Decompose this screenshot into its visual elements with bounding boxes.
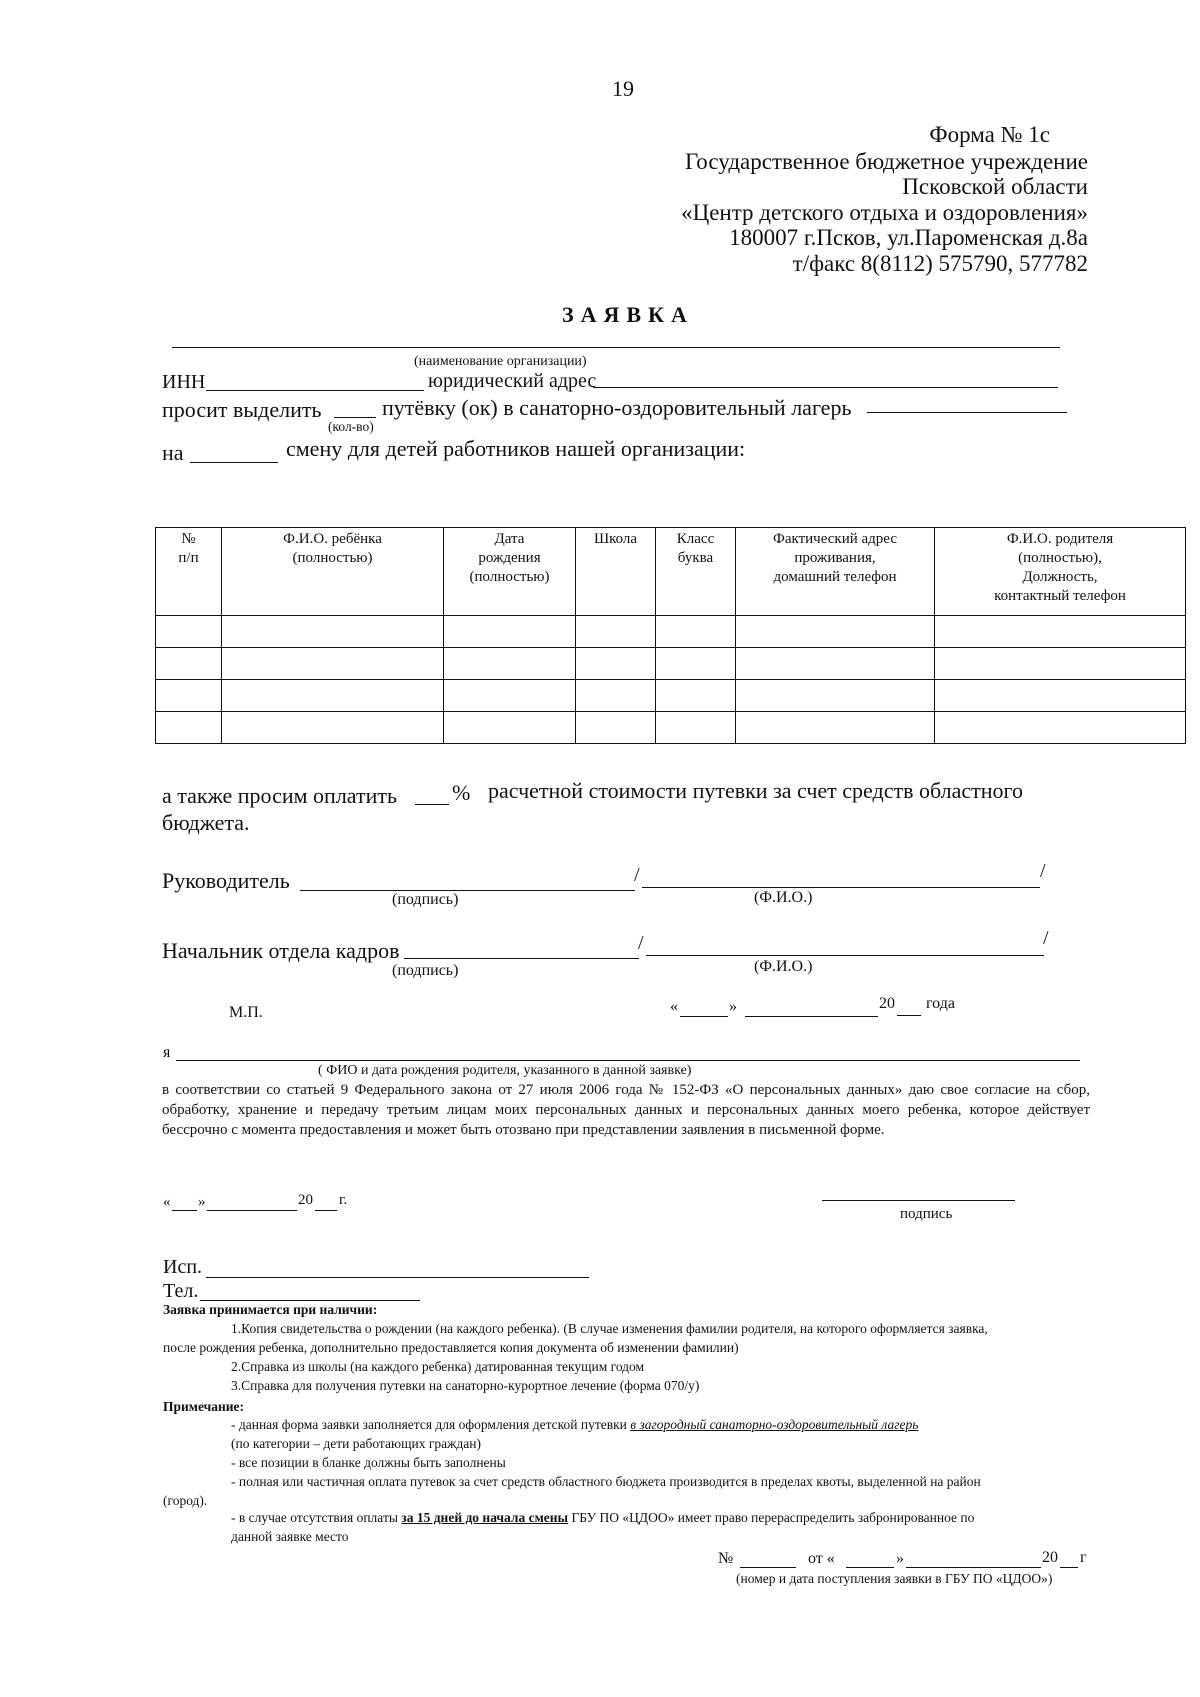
reg-month-field[interactable] xyxy=(906,1567,1041,1568)
table-cell[interactable] xyxy=(222,616,444,648)
note-4-deadline: за 15 дней до начала смены xyxy=(401,1510,569,1525)
page-number: 19 xyxy=(612,76,634,101)
note-3-cont: (город). xyxy=(163,1493,208,1508)
requirements-title: Заявка принимается при наличии: xyxy=(163,1302,378,1317)
percent-field[interactable] xyxy=(415,804,449,805)
fio-caption: (Ф.И.О.) xyxy=(754,958,813,975)
form-number: Форма № 1с xyxy=(929,122,1050,147)
date-day-field[interactable] xyxy=(680,1016,728,1017)
table-cell[interactable] xyxy=(444,616,576,648)
table-cell[interactable] xyxy=(444,712,576,744)
col-header-address: Фактический адрес проживания, домашний телефон xyxy=(736,528,935,616)
note-4 xyxy=(231,1510,974,1526)
table-cell[interactable] xyxy=(656,680,736,712)
isp-field[interactable] xyxy=(206,1277,589,1278)
shift-prefix: на xyxy=(162,440,184,465)
table-cell[interactable] xyxy=(576,680,656,712)
inn-field[interactable] xyxy=(206,390,424,391)
shift-field[interactable] xyxy=(190,462,278,463)
table-cell[interactable] xyxy=(935,680,1186,712)
col-header-number: № п/п xyxy=(156,528,222,616)
note-1-cont: (по категории – дети работающих граждан) xyxy=(231,1436,482,1451)
table-cell[interactable] xyxy=(576,616,656,648)
consent-year-prefix: 20 xyxy=(298,1192,313,1208)
table-cell[interactable] xyxy=(935,648,1186,680)
head-name-field[interactable] xyxy=(642,887,1040,888)
consent-ya: я xyxy=(163,1044,171,1061)
table-cell[interactable] xyxy=(935,616,1186,648)
col-header-class: Класс буква xyxy=(656,528,736,616)
payment-label: а также просим оплатить xyxy=(162,783,398,808)
table-cell[interactable] xyxy=(736,680,935,712)
consent-day-field[interactable] xyxy=(172,1210,197,1211)
note-4-cont: данной заявке место xyxy=(231,1529,349,1544)
qty-caption: (кол-во) xyxy=(328,419,374,434)
consent-month-field[interactable] xyxy=(207,1210,297,1211)
sign-caption: (подпись) xyxy=(392,962,459,979)
table-row xyxy=(156,680,1186,712)
table-cell[interactable] xyxy=(156,680,222,712)
org-line-3: «Центр детского отдыха и оздоровления» xyxy=(681,200,1088,225)
date-month-field[interactable] xyxy=(745,1016,878,1017)
table-cell[interactable] xyxy=(576,648,656,680)
table-cell[interactable] xyxy=(156,616,222,648)
reg-from-label: от « xyxy=(808,1550,835,1567)
slash: / xyxy=(638,932,644,954)
col-header-child-name: Ф.И.О. ребёнка (полностью) xyxy=(222,528,444,616)
children-table xyxy=(155,527,1186,744)
table-row xyxy=(156,648,1186,680)
isp-label: Исп. xyxy=(163,1256,203,1278)
requirement-1-cont: после рождения ребенка, дополнительно предоставляется копия документа об изменении фамилии) xyxy=(163,1340,739,1355)
reg-no-label: № xyxy=(718,1550,734,1567)
date-year-field[interactable] xyxy=(897,1015,921,1016)
consent-text: в соответствии со статьей 9 Федерального закона от 27 июля 2006 года № 152-ФЗ «О персональных данных» даю свое согласие на сбор, обработку, хранение и передачу третьим лицам моих персональных данных и персональных данных моего ребенка, которое действует бессрочно с момента предоставления и может быть отозвано при представлении заявления в письменной форме. xyxy=(162,1082,1090,1138)
table-cell[interactable] xyxy=(222,648,444,680)
note-2: - все позиции в бланке должны быть заполнены xyxy=(231,1455,506,1470)
note-1-text: - данная форма заявки заполняется для оформления детской путевки xyxy=(231,1417,627,1432)
reg-year-prefix: 20 xyxy=(1042,1549,1058,1566)
payment-text: расчетной стоимости путевки за счет средств областного xyxy=(488,778,1024,803)
consent-year-field[interactable] xyxy=(315,1210,337,1211)
hr-name-field[interactable] xyxy=(646,955,1044,956)
reg-day-field[interactable] xyxy=(846,1567,894,1568)
requirement-2: 2.Справка из школы (на каждого ребенка) датированная текущим годом xyxy=(231,1359,645,1374)
legal-address-label: юридический адрес xyxy=(428,370,597,392)
date-open-quote: « xyxy=(670,998,678,1015)
slash: / xyxy=(634,864,640,886)
payment-line-2: бюджета. xyxy=(162,810,250,835)
date-close-quote: » xyxy=(729,998,737,1015)
consent-name-field[interactable] xyxy=(176,1060,1080,1061)
inn-label: ИНН xyxy=(162,371,206,393)
table-row xyxy=(156,712,1186,744)
tel-field[interactable] xyxy=(200,1300,420,1301)
note-1-camp: в загородный санаторно-оздоровительный лагерь xyxy=(630,1417,919,1432)
table-header-row xyxy=(156,528,1186,616)
qty-field[interactable] xyxy=(334,417,376,418)
reg-year-suffix: г xyxy=(1080,1549,1087,1566)
table-cell[interactable] xyxy=(935,712,1186,744)
requirement-3: 3.Справка для получения путевки на санаторно-курортное лечение (форма 070/у) xyxy=(231,1378,700,1393)
shift-text: смену для детей работников нашей организации: xyxy=(286,436,746,461)
table-cell[interactable] xyxy=(156,712,222,744)
table-cell[interactable] xyxy=(656,648,736,680)
org-line-2: Псковской области xyxy=(902,174,1088,199)
consent-sign-caption: подпись xyxy=(900,1206,953,1222)
tel-label: Тел. xyxy=(163,1280,199,1302)
stamp-label: М.П. xyxy=(229,1004,263,1021)
reg-close-quote: » xyxy=(896,1550,904,1567)
percent-sign: % xyxy=(452,780,471,805)
head-label: Руководитель xyxy=(162,868,290,893)
hr-signature-field[interactable] xyxy=(404,958,639,959)
table-cell[interactable] xyxy=(444,648,576,680)
consent-caption: ( ФИО и дата рождения родителя, указанного в данной заявке) xyxy=(318,1063,692,1078)
note-1 xyxy=(231,1417,918,1433)
org-address: 180007 г.Псков, ул.Пароменская д.8а xyxy=(729,225,1088,250)
org-phone: т/факс 8(8112) 575790, 577782 xyxy=(792,251,1088,276)
requirement-1: 1.Копия свидетельства о рождении (на каждого ребенка). (В случае изменения фамилии родителя, на которого оформляется заявка, xyxy=(231,1321,988,1336)
org-name-caption: (наименование организации) xyxy=(414,354,587,369)
head-signature-field[interactable] xyxy=(300,890,635,891)
slash: / xyxy=(1040,860,1046,882)
org-line-1: Государственное бюджетное учреждение xyxy=(685,149,1088,174)
consent-signature-field[interactable] xyxy=(822,1200,1015,1201)
consent-date-close: » xyxy=(198,1194,206,1210)
table-cell[interactable] xyxy=(156,648,222,680)
col-header-birth-date: Дата рождения (полностью) xyxy=(444,528,576,616)
notes-title: Примечание: xyxy=(163,1399,245,1414)
note-3: - полная или частичная оплата путевок за счет средств областного бюджета производится в пределах квоты, выделенной на район xyxy=(231,1474,981,1489)
reg-year-field[interactable] xyxy=(1060,1567,1078,1568)
table-cell[interactable] xyxy=(656,616,736,648)
document-title: ЗАЯВКА xyxy=(562,302,694,327)
table-cell[interactable] xyxy=(222,712,444,744)
table-cell[interactable] xyxy=(656,712,736,744)
slash: / xyxy=(1043,927,1049,949)
table-cell[interactable] xyxy=(576,712,656,744)
consent-date-open: « xyxy=(163,1194,171,1210)
sign-caption: (подпись) xyxy=(392,891,459,908)
table-cell[interactable] xyxy=(222,680,444,712)
reg-caption: (номер и дата поступления заявки в ГБУ ПО «ЦДОО») xyxy=(736,1571,1053,1586)
col-header-parent: Ф.И.О. родителя (полностью), Должность, контактный телефон xyxy=(935,528,1186,616)
year-suffix: года xyxy=(926,995,955,1012)
table-cell[interactable] xyxy=(736,648,935,680)
fio-caption: (Ф.И.О.) xyxy=(754,889,813,906)
org-name-field[interactable] xyxy=(172,347,1060,348)
request-text: путёвку (ок) в санаторно-оздоровительный лагерь xyxy=(382,395,852,420)
year-prefix: 20 xyxy=(879,995,895,1012)
consent-year-suffix: г. xyxy=(339,1192,348,1208)
note-4-text: - в случае отсутствия оплаты xyxy=(231,1510,398,1525)
hr-label: Начальник отдела кадров xyxy=(162,938,400,963)
legal-address-field[interactable] xyxy=(593,387,1058,388)
note-4-suffix: ГБУ ПО «ЦДОО» имеет право перераспределить забронированное по xyxy=(571,1510,975,1525)
request-prefix: просит выделить xyxy=(162,397,322,422)
camp-field[interactable] xyxy=(867,412,1067,413)
reg-no-field[interactable] xyxy=(740,1567,796,1568)
table-row xyxy=(156,616,1186,648)
table-cell[interactable] xyxy=(736,616,935,648)
table-cell[interactable] xyxy=(736,712,935,744)
col-header-school: Школа xyxy=(576,528,656,616)
table-cell[interactable] xyxy=(444,680,576,712)
